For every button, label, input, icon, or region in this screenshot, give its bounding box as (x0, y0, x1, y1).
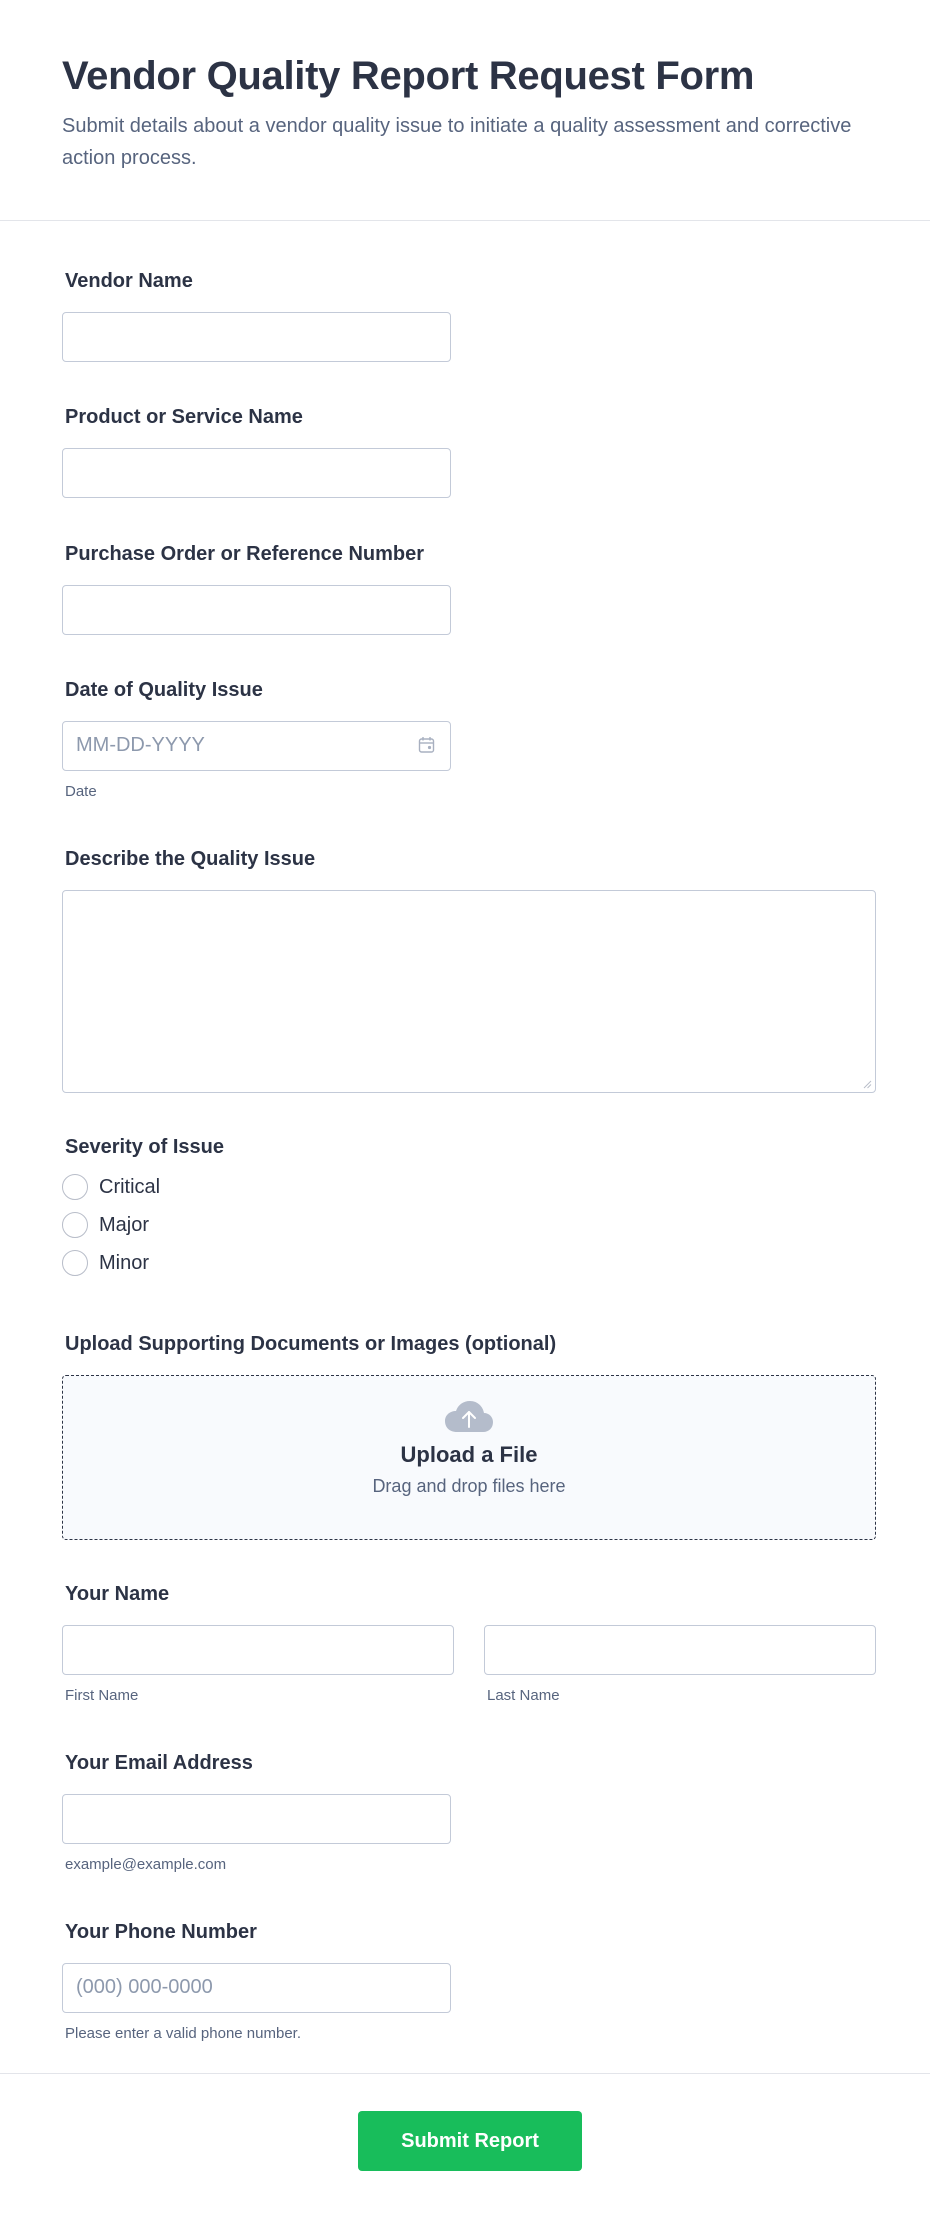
severity-field (62, 1134, 224, 1282)
form-footer (0, 2073, 930, 2221)
radio-critical[interactable] (62, 1174, 88, 1200)
email-sublabel: example@example.com (65, 1856, 227, 1873)
severity-option-major[interactable] (62, 1206, 224, 1244)
description-textarea[interactable] (62, 890, 876, 1093)
issue-date-sublabel: Date (65, 783, 97, 800)
last-name-group (484, 1625, 876, 1704)
vendor-name-input[interactable] (62, 312, 451, 362)
radio-critical-label: Critical (99, 1175, 161, 1198)
phone-label: Your Phone Number (65, 1921, 257, 1943)
phone-placeholder: (000) 000-0000 (76, 1976, 213, 1998)
form-subtitle: Submit details about a vendor quality issue to initiate a quality assessment and corrective action process. (62, 115, 852, 169)
radio-minor[interactable] (62, 1250, 88, 1276)
vendor-name-label: Vendor Name (65, 270, 193, 292)
product-name-label: Product or Service Name (65, 406, 303, 428)
form-title: Vendor Quality Report Request Form (62, 54, 755, 98)
your-name-label: Your Name (65, 1583, 170, 1605)
po-number-input[interactable] (62, 585, 451, 635)
resize-handle-icon[interactable] (862, 1079, 872, 1089)
issue-date-label: Date of Quality Issue (65, 679, 263, 701)
phone-field (62, 1919, 451, 2042)
form-header (0, 0, 930, 221)
first-name-group (62, 1625, 454, 1704)
product-name-field (62, 404, 451, 498)
upload-subtitle: Drag and drop files here (372, 1476, 566, 1496)
last-name-input[interactable] (484, 1625, 876, 1675)
first-name-input[interactable] (62, 1625, 454, 1675)
issue-date-input[interactable] (62, 721, 451, 771)
description-label: Describe the Quality Issue (65, 848, 316, 870)
upload-title: Upload a File (400, 1442, 538, 1467)
po-number-label: Purchase Order or Reference Number (65, 543, 425, 565)
email-label: Your Email Address (65, 1752, 253, 1774)
po-number-field (62, 541, 451, 635)
radio-minor-label: Minor (99, 1251, 150, 1274)
first-name-sublabel: First Name (65, 1687, 139, 1704)
your-name-inputs (62, 1625, 876, 1704)
severity-options (62, 1168, 224, 1282)
your-name-field (62, 1581, 876, 1704)
radio-major[interactable] (62, 1212, 88, 1238)
severity-option-minor[interactable] (62, 1244, 224, 1282)
phone-sublabel: Please enter a valid phone number. (65, 2025, 301, 2042)
phone-input[interactable] (62, 1963, 451, 2013)
email-field (62, 1750, 451, 1873)
upload-dropzone[interactable] (62, 1375, 876, 1540)
submit-report-button[interactable]: Submit Report (358, 2111, 582, 2171)
upload-field (62, 1331, 876, 1540)
vendor-name-field (62, 268, 451, 362)
cloud-upload-icon (444, 1400, 494, 1434)
description-field (62, 846, 876, 1093)
email-input[interactable] (62, 1794, 451, 1844)
product-name-input[interactable] (62, 448, 451, 498)
radio-major-label: Major (99, 1213, 150, 1236)
severity-option-critical[interactable] (62, 1168, 224, 1206)
issue-date-placeholder: MM-DD-YYYY (76, 734, 205, 756)
severity-label: Severity of Issue (65, 1136, 224, 1158)
calendar-icon[interactable] (418, 736, 436, 754)
upload-label: Upload Supporting Documents or Images (optional) (65, 1333, 557, 1355)
issue-date-field (62, 677, 451, 800)
last-name-sublabel: Last Name (487, 1687, 560, 1704)
